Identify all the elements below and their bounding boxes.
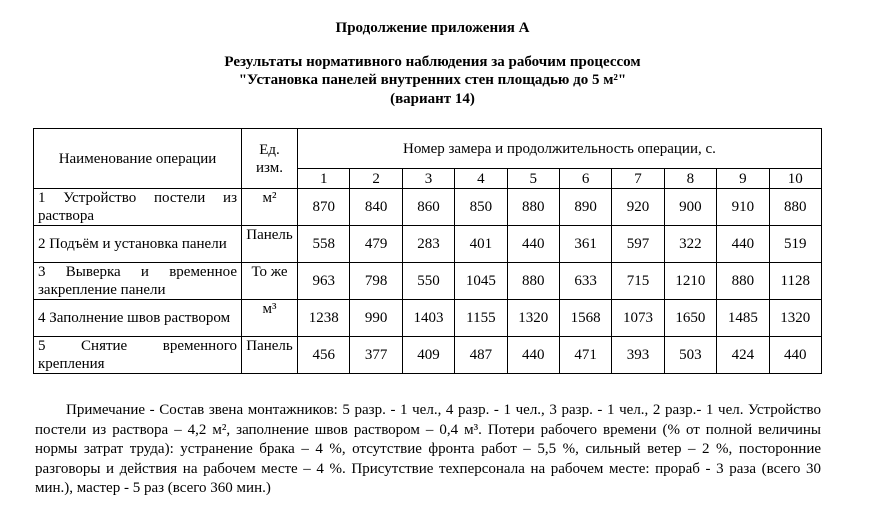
table-row — [34, 226, 822, 263]
operation-name: 1 Устройство постели из раствора — [34, 189, 242, 226]
duration-cell: 1045 — [455, 263, 507, 300]
table-row — [34, 337, 822, 374]
duration-cell: 840 — [350, 189, 402, 226]
column-header-measurements: Номер замера и продолжительность операции, с. — [298, 129, 822, 169]
operation-name: 5 Снятие временного крепления — [34, 337, 242, 374]
duration-cell: 440 — [717, 226, 769, 263]
document-title-line-1: Результаты нормативного наблюдения за рабочим процессом — [224, 54, 641, 70]
duration-cell: 880 — [717, 263, 769, 300]
duration-cell: 900 — [664, 189, 716, 226]
duration-cell: 880 — [769, 189, 821, 226]
duration-cell: 487 — [455, 337, 507, 374]
duration-cell: 1320 — [769, 300, 821, 337]
duration-cell: 558 — [298, 226, 350, 263]
duration-cell: 409 — [402, 337, 454, 374]
measure-number-header: 5 — [507, 169, 559, 189]
duration-cell: 322 — [664, 226, 716, 263]
operation-name: 2 Подъём и установка панели — [34, 226, 242, 263]
measure-number-header: 1 — [298, 169, 350, 189]
duration-cell: 880 — [507, 263, 559, 300]
measure-number-header: 7 — [612, 169, 664, 189]
duration-cell: 715 — [612, 263, 664, 300]
duration-cell: 597 — [612, 226, 664, 263]
duration-cell: 1238 — [298, 300, 350, 337]
measure-number-header: 4 — [455, 169, 507, 189]
duration-cell: 990 — [350, 300, 402, 337]
duration-cell: 850 — [455, 189, 507, 226]
duration-cell: 880 — [507, 189, 559, 226]
duration-cell: 440 — [507, 337, 559, 374]
duration-cell: 910 — [717, 189, 769, 226]
operation-unit: м³ — [242, 300, 298, 337]
measure-number-header: 6 — [559, 169, 611, 189]
duration-cell: 479 — [350, 226, 402, 263]
operation-name: 4 Заполнение швов раствором — [34, 300, 242, 337]
document-title-line-2: "Установка панелей внутренних стен площадью до 5 м²" — [238, 72, 627, 88]
duration-cell: 1210 — [664, 263, 716, 300]
operation-name: 3 Выверка и временное закрепление панели — [34, 263, 242, 300]
duration-cell: 1128 — [769, 263, 821, 300]
duration-cell: 440 — [507, 226, 559, 263]
continuation-heading: Продолжение приложения А — [335, 20, 530, 36]
duration-cell: 890 — [559, 189, 611, 226]
duration-cell: 633 — [559, 263, 611, 300]
duration-cell: 1568 — [559, 300, 611, 337]
measure-number-header: 9 — [717, 169, 769, 189]
duration-cell: 283 — [402, 226, 454, 263]
duration-cell: 456 — [298, 337, 350, 374]
table-row — [34, 300, 822, 337]
duration-cell: 920 — [612, 189, 664, 226]
measure-number-header: 3 — [402, 169, 454, 189]
duration-cell: 361 — [559, 226, 611, 263]
table-row — [34, 263, 822, 300]
document-title-line-3: (вариант 14) — [390, 91, 475, 107]
observation-table — [33, 128, 822, 374]
duration-cell: 1485 — [717, 300, 769, 337]
note-paragraph: Примечание - Состав звена монтажников: 5 разр. - 1 чел., 4 разр. - 1 чел., 3 разр. - 1 чел., 2 разр.- 1 чел. Устройство постели из раствора – 4,2 м², заполнение швов раствором – 0,4 м³. Потери рабочего времени (% от полной величины нормы затрат труда): устранение брака – 4 %, отсутствие фронта работ – 5,5 %, сильный ветер – 2 %, посторонние разговоры и действия на рабочем месте – 4 %. Присутствие техперсонала на рабочем месте: прораб - 3 раза (всего 30 мин.), мастер - 5 раз (всего 360 мин.) — [35, 402, 821, 496]
measure-number-header: 8 — [664, 169, 716, 189]
table-row — [34, 189, 822, 226]
duration-cell: 1155 — [455, 300, 507, 337]
operation-unit: м² — [242, 189, 298, 226]
duration-cell: 377 — [350, 337, 402, 374]
duration-cell: 503 — [664, 337, 716, 374]
duration-cell: 424 — [717, 337, 769, 374]
operation-unit: То же — [242, 263, 298, 300]
operation-unit: Панель — [242, 226, 298, 263]
column-header-unit: Ед. изм. — [242, 129, 298, 189]
duration-cell: 519 — [769, 226, 821, 263]
duration-cell: 471 — [559, 337, 611, 374]
column-header-operation: Наименование операции — [34, 129, 242, 189]
duration-cell: 1403 — [402, 300, 454, 337]
duration-cell: 963 — [298, 263, 350, 300]
operation-unit: Панель — [242, 337, 298, 374]
duration-cell: 870 — [298, 189, 350, 226]
duration-cell: 393 — [612, 337, 664, 374]
duration-cell: 1650 — [664, 300, 716, 337]
duration-cell: 550 — [402, 263, 454, 300]
duration-cell: 440 — [769, 337, 821, 374]
duration-cell: 401 — [455, 226, 507, 263]
duration-cell: 1320 — [507, 300, 559, 337]
duration-cell: 1073 — [612, 300, 664, 337]
duration-cell: 798 — [350, 263, 402, 300]
measure-number-header: 2 — [350, 169, 402, 189]
duration-cell: 860 — [402, 189, 454, 226]
measure-number-header: 10 — [769, 169, 821, 189]
